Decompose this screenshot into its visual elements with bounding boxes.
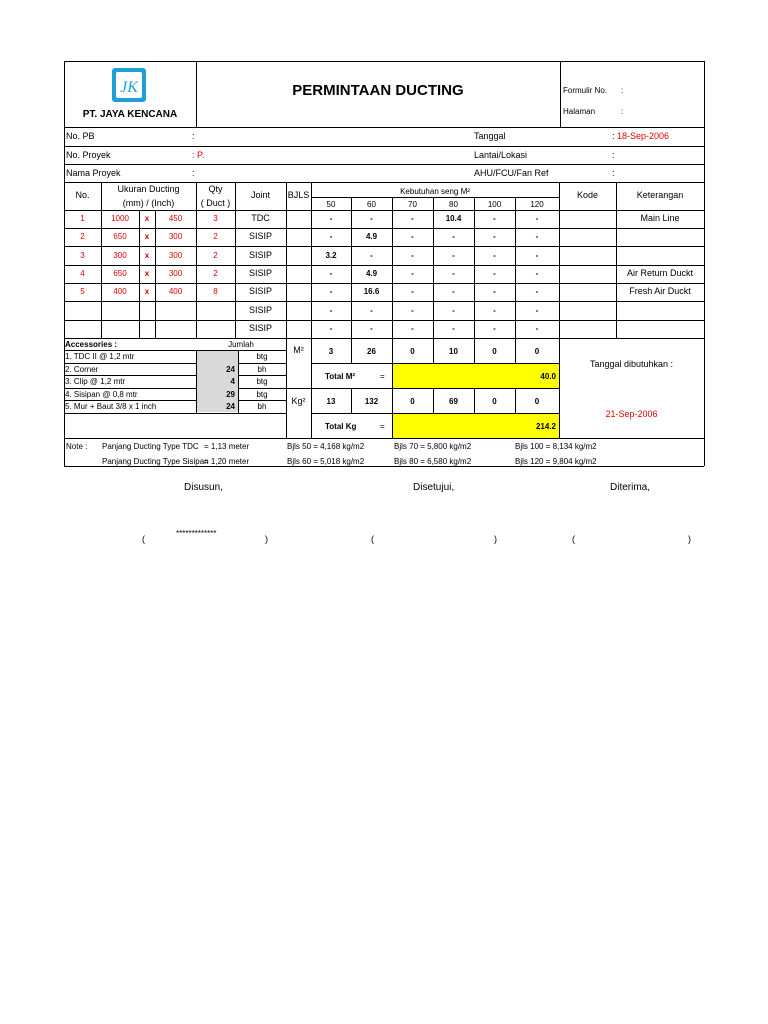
row-joint: SISIP — [248, 322, 272, 333]
tanggal-dibutuhkan-label: Tanggal dibutuhkan : — [589, 359, 674, 369]
m2-value: 0 — [410, 347, 415, 356]
row-width: 650 — [113, 268, 127, 278]
row-gauge-value: - — [411, 232, 414, 242]
formulir-label: Formulir No. — [563, 86, 608, 95]
total-kg-label: Total Kg — [325, 422, 357, 431]
accessory-name: 1. TDC II @ 1,2 mtr — [65, 352, 135, 361]
row-divider — [64, 228, 704, 229]
row-keterangan: Main Line — [640, 213, 680, 223]
lantai-label: Lantai/Lokasi — [474, 150, 528, 160]
m2-value: 0 — [534, 347, 540, 356]
row-qty: 2 — [213, 250, 218, 260]
row-gauge-value: - — [493, 232, 496, 242]
row-gauge-value: - — [411, 268, 414, 278]
col-gauge-120: 120 — [530, 200, 544, 209]
no-pb-label: No. PB — [66, 131, 95, 141]
row-height: 300 — [168, 232, 183, 242]
row-gauge-value: - — [452, 323, 455, 333]
row-gauge-value: - — [452, 232, 455, 242]
accessory-unit: btg — [256, 377, 268, 387]
row-divider — [64, 320, 704, 321]
row-width: 400 — [113, 287, 127, 297]
row-gauge-value: 16.6 — [363, 287, 380, 297]
row-height: 400 — [168, 287, 183, 297]
accessory-qty: 29 — [226, 389, 235, 399]
tanggal-label: Tanggal — [474, 131, 506, 141]
row-x: x — [144, 232, 150, 242]
total-kg-value: 214.2 — [535, 422, 556, 431]
row-width: 300 — [113, 250, 127, 260]
note-bjls-100: Bjls 100 = 8,134 kg/m2 — [515, 442, 597, 451]
col-gauge-60: 60 — [367, 200, 376, 209]
row-qty: 3 — [213, 214, 218, 223]
accessories-title: Accessories : — [65, 340, 118, 349]
row-gauge-value: 10.4 — [445, 214, 462, 223]
row-divider — [64, 301, 704, 302]
note-tdc-label: Panjang Ducting Type TDC — [102, 442, 199, 451]
row-gauge-value: - — [535, 305, 539, 315]
accessory-name: 4. Sisipan @ 0,8 mtr — [65, 389, 138, 399]
row-keterangan: Air Return Duckt — [626, 267, 694, 278]
row-x: x — [144, 287, 150, 297]
page-title: PERMINTAAN DUCTING — [292, 82, 464, 99]
row-no: 2 — [80, 232, 85, 242]
col-kebutuhan: Kebutuhan seng M² — [400, 187, 470, 196]
row-gauge-value: - — [535, 268, 539, 278]
row-gauge-value: - — [452, 250, 455, 260]
kg-label: Kg² — [291, 396, 306, 406]
row-divider — [64, 265, 704, 266]
row-x: x — [144, 268, 150, 278]
kg-value: 132 — [364, 397, 379, 406]
row-joint: SISIP — [248, 249, 272, 260]
tanggal-value: 18-Sep-2006 — [617, 131, 670, 141]
note-label: Note : — [66, 442, 88, 451]
col-ukuran-unit: (mm) / (Inch) — [122, 198, 175, 208]
row-gauge-value: - — [452, 268, 455, 278]
signature-diterima: Diterima, — [610, 482, 651, 493]
col-gauge-50: 50 — [326, 200, 336, 209]
nama-proyek-label: Nama Proyek — [66, 168, 121, 178]
row-qty: 2 — [213, 268, 218, 278]
formulir-colon: : — [621, 86, 624, 95]
row-gauge-value: - — [329, 232, 333, 242]
row-qty: 2 — [213, 232, 218, 242]
row-gauge-value: - — [535, 287, 539, 297]
row-height: 300 — [168, 268, 183, 278]
row-gauge-value: 4.9 — [365, 232, 378, 242]
m2-value: 3 — [328, 347, 334, 356]
row-x: x — [144, 250, 150, 260]
signature-name-1: ************* — [176, 529, 217, 538]
row-gauge-value: - — [493, 287, 496, 297]
row-gauge-value: - — [493, 323, 496, 333]
row-gauge-value: - — [452, 287, 455, 297]
row-no: 3 — [80, 250, 85, 260]
total-m2-label: Total M² — [325, 372, 356, 381]
m2-value: 10 — [449, 347, 458, 356]
row-gauge-value: - — [452, 305, 455, 315]
row-gauge-value: - — [411, 323, 414, 333]
row-gauge-value: - — [370, 214, 373, 223]
row-gauge-value: - — [493, 305, 496, 315]
no-proyek-value: P. — [197, 150, 205, 160]
row-gauge-value: - — [493, 214, 496, 223]
kg-value: 69 — [449, 397, 458, 406]
no-proyek-label: No. Proyek — [66, 150, 111, 160]
row-no: 4 — [80, 268, 85, 278]
tanggal-dibutuhkan-value: 21-Sep-2006 — [605, 409, 658, 419]
row-joint: SISIP — [248, 267, 272, 278]
row-width: 650 — [113, 232, 127, 242]
col-ukuran: Ukuran Ducting — [117, 184, 180, 194]
row-gauge-value: - — [370, 323, 373, 333]
company-name: PT. JAYA KENCANA — [82, 109, 178, 120]
col-bjls: BJLS — [287, 190, 310, 200]
halaman-colon: : — [621, 107, 624, 116]
ahu-label: AHU/FCU/Fan Ref — [474, 168, 549, 178]
accessory-unit: btg — [256, 389, 268, 399]
note-bjls-70: Bjls 70 = 5,800 kg/m2 — [394, 442, 472, 451]
signature-disetujui: Disetujui, — [413, 482, 455, 493]
row-no: 5 — [80, 287, 85, 297]
row-gauge-value: - — [535, 323, 539, 333]
row-gauge-value: 4.9 — [365, 268, 378, 278]
accessory-name: 3. Clip @ 1,2 mtr — [65, 377, 126, 387]
accessory-unit: bh — [257, 364, 267, 374]
row-joint: SISIP — [248, 231, 272, 242]
row-qty: 8 — [213, 287, 218, 297]
row-joint: TDC — [251, 213, 270, 223]
row-height: 450 — [168, 214, 183, 223]
accessory-qty: 24 — [226, 364, 235, 374]
halaman-label: Halaman — [563, 107, 596, 116]
note-bjls-120: Bjls 120 = 9,804 kg/m2 — [515, 457, 597, 466]
row-gauge-value: - — [535, 232, 539, 242]
row-gauge-value: - — [411, 214, 414, 223]
row-keterangan: Fresh Air Duckt — [629, 286, 691, 297]
accessory-qty: 24 — [226, 402, 235, 412]
note-tdc-value: = 1,13 meter — [204, 442, 250, 451]
col-keterangan: Keterangan — [636, 190, 684, 200]
row-gauge-value: - — [370, 250, 373, 260]
col-gauge-80: 80 — [449, 200, 458, 209]
note-sisipan-value: = 1,20 meter — [204, 457, 250, 466]
row-divider — [64, 246, 704, 247]
note-bjls-80: Bjls 80 = 6,580 kg/m2 — [394, 457, 472, 466]
row-no: 1 — [80, 214, 85, 223]
m2-value: 26 — [367, 347, 376, 356]
row-x: x — [144, 214, 150, 223]
kg-value: 0 — [410, 397, 415, 406]
row-gauge-value: - — [411, 250, 414, 260]
row-gauge-value: - — [493, 250, 496, 260]
m2-label: M² — [293, 345, 304, 355]
col-gauge-100: 100 — [487, 200, 502, 209]
col-qty-unit: ( Duct ) — [200, 198, 231, 208]
row-gauge-value: - — [535, 214, 539, 223]
row-gauge-value: - — [411, 287, 414, 297]
logo-letters: JK — [120, 79, 138, 96]
kg-value: 13 — [326, 397, 336, 406]
row-gauge-value: - — [370, 305, 373, 315]
accessory-unit: bh — [257, 402, 267, 412]
row-joint: SISIP — [248, 286, 272, 297]
row-gauge-value: 3.2 — [325, 250, 337, 260]
row-height: 300 — [168, 250, 183, 260]
col-qty: Qty — [208, 184, 223, 194]
signature-disusun: Disusun, — [184, 482, 223, 493]
row-gauge-value: - — [411, 305, 414, 315]
row-joint: SISIP — [248, 304, 272, 315]
note-bjls-50: Bjls 50 = 4,168 kg/m2 — [287, 442, 365, 451]
accessory-name: 5. Mur + Baut 3/8 x 1 inch — [65, 402, 157, 412]
row-gauge-value: - — [329, 287, 333, 297]
col-gauge-70: 70 — [408, 200, 417, 209]
row-divider — [64, 283, 704, 284]
total-m2-value: 40.0 — [540, 372, 556, 381]
row-gauge-value: - — [329, 323, 333, 333]
m2-value: 0 — [492, 347, 497, 356]
company-logo — [112, 68, 146, 102]
accessory-name: 2. Corner — [65, 364, 99, 374]
accessory-qty: 4 — [230, 377, 235, 387]
row-gauge-value: - — [535, 250, 539, 260]
col-no: No. — [75, 190, 90, 200]
row-gauge-value: - — [329, 305, 333, 315]
row-gauge-value: - — [493, 268, 496, 278]
row-gauge-value: - — [329, 214, 333, 223]
col-kode: Kode — [576, 190, 599, 200]
accessories-jumlah: Jumlah — [228, 340, 254, 349]
row-gauge-value: - — [329, 268, 333, 278]
row-width: 1000 — [111, 214, 129, 223]
accessory-unit: btg — [256, 352, 268, 361]
note-sisipan-label: Panjang Ducting Type Sisipan — [102, 457, 209, 466]
kg-value: 0 — [534, 397, 540, 406]
kg-value: 0 — [492, 397, 497, 406]
note-bjls-60: Bjls 60 = 5,018 kg/m2 — [287, 457, 365, 466]
col-joint: Joint — [250, 190, 270, 200]
